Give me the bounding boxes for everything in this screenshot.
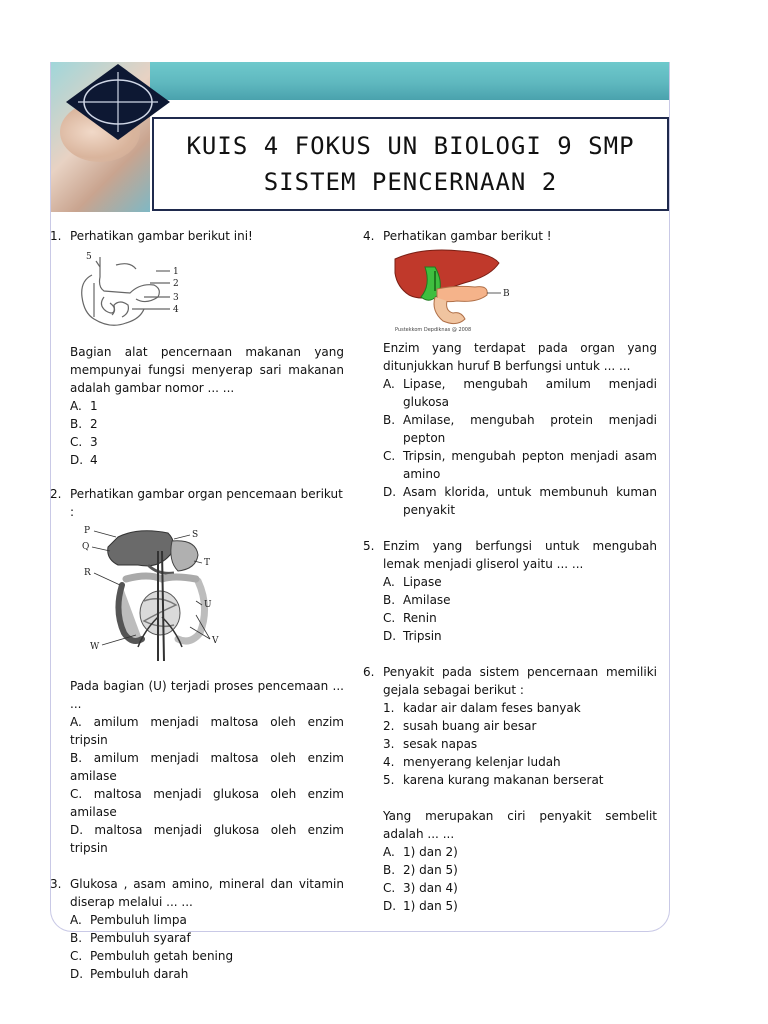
fig4-label-b: B bbox=[503, 289, 510, 299]
fig1-label-3: 3 bbox=[173, 293, 179, 303]
answer-options bbox=[70, 713, 344, 857]
option-a[interactable]: A. 1 bbox=[70, 399, 98, 413]
question-number: 6. bbox=[363, 665, 375, 679]
option-a[interactable]: A. amilum menjadi maltosa oleh enzim tripsin bbox=[70, 715, 344, 747]
symptom-list bbox=[383, 699, 657, 789]
digestive-tract-figure bbox=[70, 247, 200, 335]
fig2-label-r: R bbox=[84, 568, 91, 578]
question-prompt: Perhatikan gambar berikut ! bbox=[383, 229, 552, 243]
option-d[interactable]: D. Tripsin bbox=[383, 629, 442, 643]
option-c[interactable]: C. 3 bbox=[70, 435, 98, 449]
symptom-item: 5. karena kurang makanan berserat bbox=[383, 773, 604, 787]
fig1-label-1: 1 bbox=[173, 267, 179, 277]
question-prompt: Perhatikan gambar berikut ini! bbox=[70, 229, 253, 243]
liver-pancreas-figure bbox=[391, 247, 521, 335]
fig2-label-q: Q bbox=[82, 542, 90, 552]
fig2-label-w: W bbox=[90, 642, 100, 652]
answer-options bbox=[383, 375, 657, 519]
question-number: 3. bbox=[50, 877, 62, 891]
digestive-organs-figure bbox=[78, 521, 238, 671]
symptom-item: 2. susah buang air besar bbox=[383, 719, 537, 733]
fig1-label-4: 4 bbox=[173, 305, 179, 315]
question-number: 2. bbox=[50, 487, 62, 501]
option-d[interactable]: D. 4 bbox=[70, 453, 98, 467]
option-c[interactable]: C. maltosa menjadi glukosa oleh enzim amilase bbox=[70, 787, 344, 819]
question-stem: Enzim yang terdapat pada organ yang ditunjukkan huruf B berfungsi untuk ... ... bbox=[383, 341, 657, 373]
option-d[interactable]: D. maltosa menjadi glukosa oleh enzim tripsin bbox=[70, 823, 344, 855]
right-column bbox=[363, 227, 657, 915]
symptom-item: 4. menyerang kelenjar ludah bbox=[383, 755, 561, 769]
fig1-label-2: 2 bbox=[173, 279, 179, 289]
fig1-label-5: 5 bbox=[86, 252, 92, 262]
symptom-item: 1. kadar air dalam feses banyak bbox=[383, 701, 581, 715]
option-c[interactable]: C. Renin bbox=[383, 611, 437, 625]
option-a[interactable]: A. 1) dan 2) bbox=[383, 845, 458, 859]
fig2-label-v: V bbox=[212, 636, 219, 646]
question-4 bbox=[363, 227, 657, 519]
question-number: 4. bbox=[363, 229, 375, 243]
fig2-label-u: U bbox=[204, 600, 212, 610]
option-c[interactable]: C. 3) dan 4) bbox=[383, 881, 458, 895]
title-box bbox=[152, 117, 669, 211]
fig4-credit: Pustekkom Depdiknas @ 2008 bbox=[395, 327, 472, 333]
question-6 bbox=[363, 663, 657, 915]
option-b[interactable]: B. 2 bbox=[70, 417, 98, 431]
answer-options bbox=[70, 397, 344, 469]
option-a[interactable]: A. Lipase, mengubah amilum menjadi glukosa bbox=[383, 377, 657, 409]
page-title: KUIS 4 FOKUS UN BIOLOGI 9 SMP bbox=[186, 132, 635, 160]
option-c[interactable]: C. Pembuluh getah bening bbox=[70, 949, 234, 963]
option-a[interactable]: A. Lipase bbox=[383, 575, 442, 589]
question-stem: Penyakit pada sistem pencernaan memiliki gejala sebagai berikut : bbox=[383, 665, 657, 697]
page-subtitle: SISTEM PENCERNAAN 2 bbox=[263, 168, 558, 196]
option-d[interactable]: D. Pembuluh darah bbox=[70, 967, 189, 981]
option-d[interactable]: D. Asam klorida, untuk membunuh kuman penyakit bbox=[383, 485, 657, 517]
question-stem: Pada bagian (U) terjadi proses pencemaan ... ... bbox=[70, 679, 344, 711]
option-b[interactable]: B. Amilase bbox=[383, 593, 451, 607]
question-3 bbox=[50, 875, 344, 983]
question-2 bbox=[50, 485, 344, 857]
option-b[interactable]: B. amilum menjadi maltosa oleh enzim amilase bbox=[70, 751, 344, 783]
question-stem: Bagian alat pencernaan makanan yang mempunyai fungsi menyerap sari makanan adalah gambar nomor ... ... bbox=[70, 345, 344, 395]
question-stem: Glukosa , asam amino, mineral dan vitamin diserap melalui ... ... bbox=[70, 877, 344, 909]
fig2-label-s: S bbox=[192, 530, 199, 540]
answer-options bbox=[383, 573, 657, 645]
option-b[interactable]: B. Pembuluh syaraf bbox=[70, 931, 191, 945]
question-1 bbox=[50, 227, 344, 469]
question-prompt: Perhatikan gambar organ pencemaan berikut : bbox=[70, 487, 343, 519]
option-a[interactable]: A. Pembuluh limpa bbox=[70, 913, 187, 927]
question-number: 5. bbox=[363, 539, 375, 553]
question-stem: Enzim yang berfungsi untuk mengubah lemak menjadi gliserol yaitu ... ... bbox=[383, 539, 657, 571]
question-number: 1. bbox=[50, 229, 62, 243]
left-column bbox=[50, 227, 344, 983]
question-5 bbox=[363, 537, 657, 645]
fig2-label-p: P bbox=[84, 526, 91, 536]
option-d[interactable]: D. 1) dan 5) bbox=[383, 899, 458, 913]
option-c[interactable]: C. Tripsin, mengubah pepton menjadi asam amino bbox=[383, 449, 657, 481]
answer-options bbox=[70, 911, 344, 983]
option-b[interactable]: B. 2) dan 5) bbox=[383, 863, 458, 877]
question-text: Yang merupakan ciri penyakit sembelit adalah ... ... bbox=[383, 809, 657, 841]
answer-options bbox=[383, 843, 657, 915]
option-b[interactable]: B. Amilase, mengubah protein menjadi pepton bbox=[383, 413, 657, 445]
symptom-item: 3. sesak napas bbox=[383, 737, 478, 751]
fig2-label-t: T bbox=[204, 558, 211, 568]
